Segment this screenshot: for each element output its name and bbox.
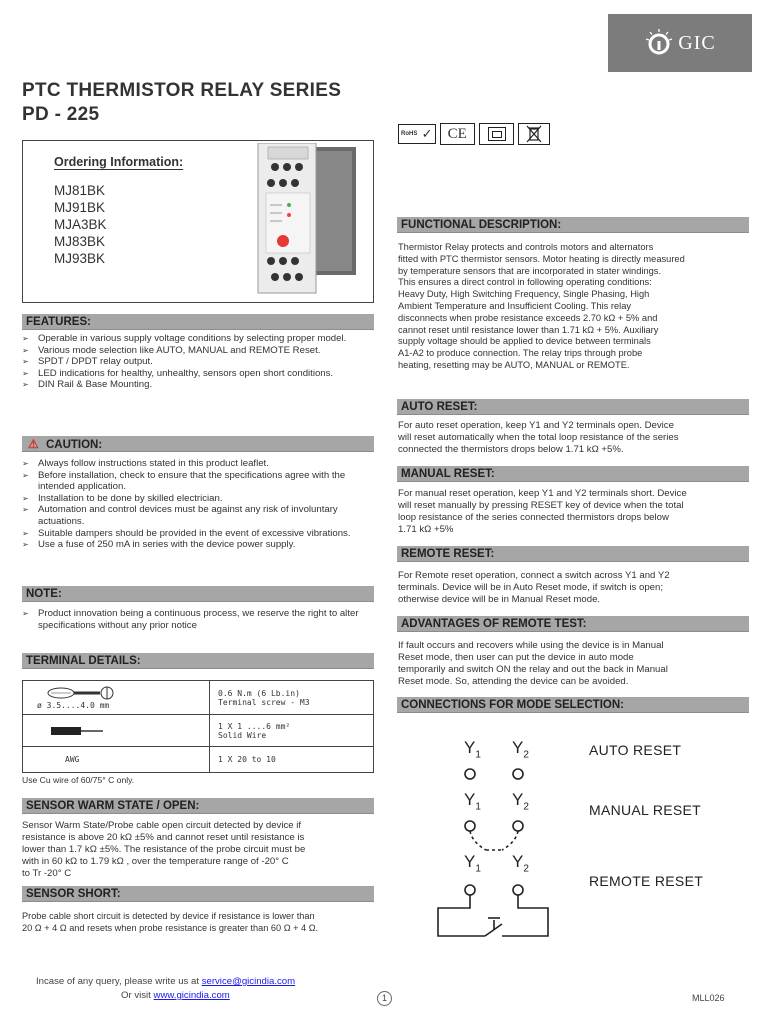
ordering-code: MJA3BK <box>54 217 107 232</box>
wiring-schematic <box>430 760 550 950</box>
sensor-warm-text: Sensor Warm State/Probe cable open circuit detected by device if resistance is above 20 kΩ ±5% and cannot reset until resistance is lower than 1.7 kΩ ±5%. The resistance of the probe circuit must be with in 60 kΩ to 1.79 kΩ , over the temperature range of -20° C to Tr -20° C <box>22 820 306 879</box>
gic-logo-icon <box>644 28 674 58</box>
remote-reset-heading: REMOTE RESET: <box>397 546 749 562</box>
list-item: ➢ Product innovation being a continuous process, we reserve the right to alter specifications without any prior notice <box>22 608 374 631</box>
ce-mark: CE <box>440 123 475 145</box>
list-item: ➢ DIN Rail & Base Mounting. <box>22 379 374 391</box>
table-cell <box>23 681 210 715</box>
terminal-y2-label: $Y_2$ <box>512 738 529 761</box>
ordering-code: MJ93BK <box>54 251 106 266</box>
warning-icon: ⚠ <box>28 437 39 451</box>
table-cell: 0.6 N.m (6 Lb.in) Terminal screw - M3 <box>210 681 374 715</box>
weee-bin-icon <box>518 123 550 145</box>
sensor-warm-heading: SENSOR WARM STATE / OPEN: <box>22 798 374 814</box>
table-cell: 1 X 20 to 10 <box>210 747 374 773</box>
features-list <box>22 333 374 391</box>
remote-reset-text: For Remote reset operation, connect a switch across Y1 and Y2 terminals. Device will be in Auto Reset mode, if switch is open; otherwise device will be in Manual Reset mode. <box>398 570 670 605</box>
rohs-mark: RoHS ✓ <box>398 124 436 144</box>
manual-reset-text: For manual reset operation, keep Y1 and Y2 terminals short. Device will reset manually by pressing RESET key of device when the total loop resistance of the series connected thermistors drops below 1.71 kΩ +5% <box>398 488 687 535</box>
table-cell <box>23 715 210 747</box>
terminal-y1-label: $Y_1$ <box>464 852 481 875</box>
list-item: ➢ LED indications for healthy, unhealthy, sensors open short conditions. <box>22 368 374 380</box>
logo-text: GIC <box>678 31 716 54</box>
advantages-text: If fault occurs and recovers while using the device is in Manual Reset mode, then user can put the device in auto mode temporarily and switch ON the relay and out the back in Manual Reset mode. So, attending the device can be avoided. <box>398 640 668 687</box>
terminal-note: Use Cu wire of 60/75° C only. <box>22 775 135 785</box>
sensor-short-text: Probe cable short circuit is detected by device if resistance is lower than 20 Ω + 4 Ω and resets when probe resistance is greater than 60 Ω + 4 Ω. <box>22 911 319 933</box>
ordering-code-list <box>54 182 107 267</box>
certification-marks <box>398 121 550 147</box>
list-item: ➢ SPDT / DPDT relay output. <box>22 356 374 368</box>
list-item: ➢ Installation to be done by skilled electrician. <box>22 493 374 505</box>
terminal-heading: TERMINAL DETAILS: <box>22 653 374 669</box>
mode-remote-reset: REMOTE RESET <box>589 873 704 889</box>
note-list <box>22 608 374 631</box>
footer-query: Incase of any query, please write us at service@gicindia.com <box>36 976 296 987</box>
list-item: ➢ Automation and control devices must be against any risk of involuntary actuations. <box>22 504 374 527</box>
list-item: ➢ Before installation, check to ensure that the specifications agree with the intended application. <box>22 470 374 493</box>
features-heading: FEATURES: <box>22 314 374 330</box>
mode-manual-reset: MANUAL RESET <box>589 802 701 818</box>
advantages-heading: ADVANTAGES OF REMOTE TEST: <box>397 616 749 632</box>
document-code: MLL026 <box>692 993 725 1003</box>
email-link[interactable]: service@gicindia.com <box>201 976 296 987</box>
terminal-y2-label: $Y_2$ <box>512 852 529 875</box>
table-cell: 1 X 1 ....6 mm² Solid Wire <box>210 715 374 747</box>
screwdriver-icon <box>47 685 131 701</box>
caution-heading: CAUTION: <box>45 439 103 451</box>
functional-heading: FUNCTIONAL DESCRIPTION: <box>397 217 749 233</box>
gic-logo <box>608 14 752 72</box>
table-cell: AWG <box>23 747 210 773</box>
list-item: ➢ Always follow instructions stated in this product leaflet. <box>22 458 374 470</box>
manual-reset-heading: MANUAL RESET: <box>397 466 749 482</box>
mode-auto-reset: AUTO RESET <box>589 742 682 758</box>
check-icon: ✓ <box>421 126 433 141</box>
ordering-code: MJ83BK <box>54 234 106 249</box>
doc-model: PD - 225 <box>22 104 100 125</box>
product-image <box>256 143 358 295</box>
caution-heading-bar <box>22 436 374 452</box>
page-number: 1 <box>377 991 392 1006</box>
website-link[interactable]: www.gicindia.com <box>153 990 230 1001</box>
terminal-table <box>22 680 374 773</box>
list-item: ➢ Use a fuse of 250 mA in series with the device power supply. <box>22 539 374 551</box>
auto-reset-heading: AUTO RESET: <box>397 399 749 415</box>
list-item: ➢ Various mode selection like AUTO, MANUAL and REMOTE Reset. <box>22 345 374 357</box>
terminal-y1-label: $Y_1$ <box>464 790 481 813</box>
functional-text: Thermistor Relay protects and controls motors and alternators fitted with PTC thermistor sensors. Motor heating is directly measured by temperature sensors that are incorporated in stater windings. This ensures a direct control in following operating conditions: Heavy Duty, High Switching Frequency, Single Phasing, High Ambient Temperature and Insufficient Cooling. This relay disconnects when probe resistance exceeds 2.70 kΩ + 5% and cannot reset until resistance lower than 1.71 kΩ + 5%. Auxiliary supply voltage should be applied to device between terminals A1-A2 to produce connection. The relay trips through probe heating, resetting may be AUTO, MANUAL or REMOTE. <box>398 242 685 370</box>
table-row <box>23 681 374 715</box>
table-row <box>23 715 374 747</box>
auto-reset-text: For auto reset operation, keep Y1 and Y2 terminals open. Device will reset automatically when the total loop resistance of the series connected the thermistors drops below 1.71 kΩ +5%. <box>398 420 679 455</box>
double-insulation-icon <box>479 123 514 145</box>
footer-visit: Or visit www.gicindia.com <box>121 990 230 1001</box>
doc-title: PTC THERMISTOR RELAY SERIES <box>22 80 342 101</box>
list-item: ➢ Suitable dampers should be provided in the event of excessive vibrations. <box>22 528 374 540</box>
caution-list <box>22 458 374 551</box>
sensor-short-heading: SENSOR SHORT: <box>22 886 374 902</box>
ordering-heading: Ordering Information: <box>54 155 184 169</box>
ordering-code: MJ91BK <box>54 200 106 215</box>
terminal-y2-label: $Y_2$ <box>512 790 529 813</box>
connections-heading: CONNECTIONS FOR MODE SELECTION: <box>397 697 749 713</box>
ordering-code: MJ81BK <box>54 183 106 198</box>
screw-diameter: ø 3.5....4.0 mm <box>37 701 110 710</box>
wire-icon <box>51 725 111 737</box>
table-row <box>23 747 374 773</box>
terminal-y1-label: $Y_1$ <box>464 738 481 761</box>
list-item: ➢ Operable in various supply voltage conditions by selecting proper model. <box>22 333 374 345</box>
note-heading: NOTE: <box>22 586 374 602</box>
